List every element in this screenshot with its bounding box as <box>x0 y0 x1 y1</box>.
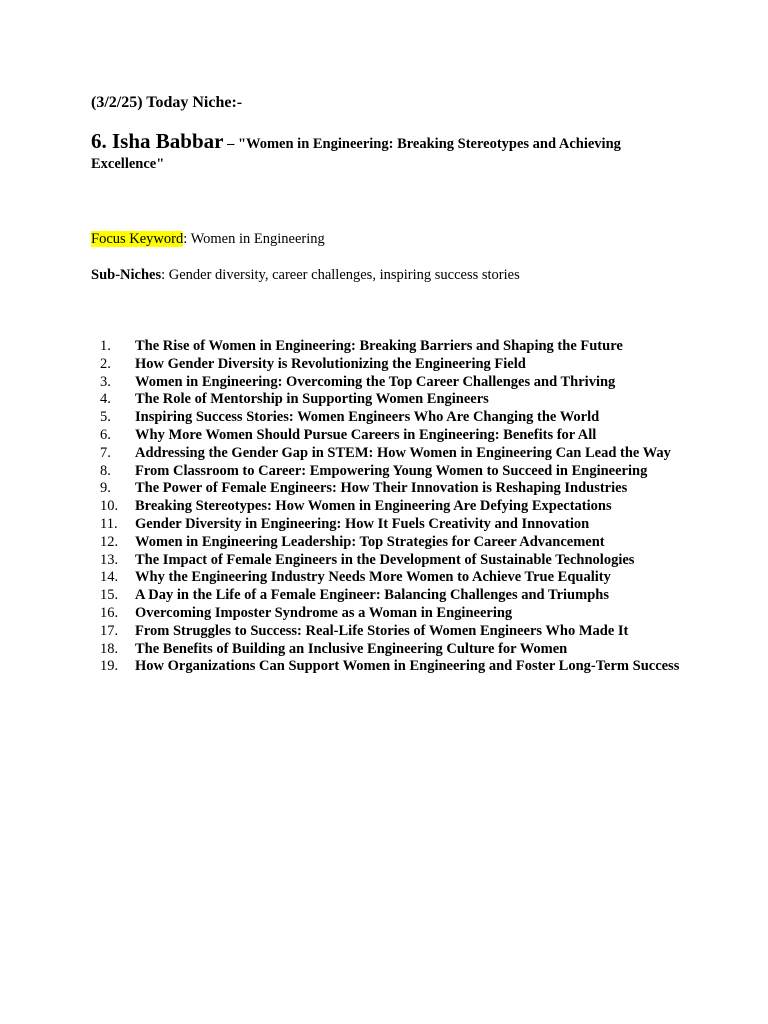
list-item-text: Gender Diversity in Engineering: How It Fuels Creativity and Innovation <box>135 515 590 532</box>
list-item-number: 6. <box>100 426 111 443</box>
list-item-text: Inspiring Success Stories: Women Engineers Who Are Changing the World <box>135 409 600 426</box>
list-item-number-cell <box>91 356 135 374</box>
focus-keyword-line <box>91 230 325 248</box>
list-item-number: 3. <box>100 373 111 390</box>
list-item <box>91 534 691 552</box>
list-item-number-cell <box>91 391 135 409</box>
list-item-number: 9. <box>100 480 111 497</box>
sub-niches-line <box>91 266 520 284</box>
topic-list <box>91 338 691 676</box>
list-item-number-cell <box>91 480 135 498</box>
list-item-text: Addressing the Gender Gap in STEM: How Women in Engineering Can Lead the Way <box>135 444 671 461</box>
list-item-text: The Rise of Women in Engineering: Breaking Barriers and Shaping the Future <box>135 338 623 354</box>
list-item-number: 5. <box>100 409 111 426</box>
list-item-number-cell <box>91 552 135 570</box>
list-item-number-cell <box>91 587 135 605</box>
list-item-number: 19. <box>100 658 119 675</box>
list-item <box>91 516 691 534</box>
list-item-number-cell <box>91 427 135 445</box>
list-item <box>91 641 691 659</box>
list-item <box>91 427 691 445</box>
list-item-number-cell <box>91 623 135 641</box>
list-item-number: 17. <box>100 622 119 639</box>
list-item-number: 2. <box>100 355 111 372</box>
list-item-number: 15. <box>100 587 119 604</box>
list-item-number-cell <box>91 534 135 552</box>
list-item-number-cell <box>91 569 135 587</box>
list-item-number: 14. <box>100 569 119 586</box>
list-item-number-cell <box>91 516 135 534</box>
list-item-number-cell <box>91 498 135 516</box>
list-item <box>91 374 691 392</box>
list-item-number-cell <box>91 409 135 427</box>
list-item-text: The Benefits of Building an Inclusive Engineering Culture for Women <box>135 640 568 657</box>
list-item <box>91 445 691 463</box>
list-item-text: How Gender Diversity is Revolutionizing the Engineering Field <box>135 355 526 372</box>
list-item <box>91 391 691 409</box>
list-item-number: 10. <box>100 498 119 515</box>
list-item-text: Breaking Stereotypes: How Women in Engineering Are Defying Expectations <box>135 498 612 515</box>
list-item <box>91 605 691 623</box>
list-item-text: The Role of Mentorship in Supporting Women Engineers <box>135 391 489 408</box>
list-item-number-cell <box>91 605 135 623</box>
list-item-number-cell <box>91 641 135 659</box>
list-item <box>91 569 691 587</box>
list-item-text: From Classroom to Career: Empowering Young Women to Succeed in Engineering <box>135 462 648 479</box>
list-item-number: 18. <box>100 640 119 657</box>
list-item-number: 8. <box>100 462 111 479</box>
list-item-number-cell <box>91 338 135 356</box>
list-item-text: Why the Engineering Industry Needs More Women to Achieve True Equality <box>135 569 611 586</box>
list-item-text: Women in Engineering Leadership: Top Strategies for Career Advancement <box>135 533 605 550</box>
list-item-number: 12. <box>100 533 119 550</box>
list-item-text: Overcoming Imposter Syndrome as a Woman in Engineering <box>135 604 513 621</box>
sub-niches-value: : Gender diversity, career challenges, inspiring success stories <box>161 267 520 283</box>
list-item <box>91 409 691 427</box>
list-item-text: A Day in the Life of a Female Engineer: Balancing Challenges and Triumphs <box>135 587 609 604</box>
focus-keyword-value: : Women in Engineering <box>183 231 325 247</box>
list-item-number-cell <box>91 463 135 481</box>
list-item-number-cell <box>91 374 135 392</box>
list-item-text: Why More Women Should Pursue Careers in Engineering: Benefits for All <box>135 426 597 443</box>
list-item-number: 4. <box>100 391 111 408</box>
list-item-number: 11. <box>100 515 118 532</box>
list-item-number: 13. <box>100 551 119 568</box>
date-heading: (3/2/25) Today Niche:- <box>91 94 243 111</box>
list-item-number-cell <box>91 445 135 463</box>
list-item <box>91 623 691 641</box>
list-item <box>91 356 691 374</box>
list-item-text: The Impact of Female Engineers in the Development of Sustainable Technologies <box>135 551 635 568</box>
list-item-number: 16. <box>100 604 119 621</box>
niche-title <box>91 131 681 174</box>
list-item <box>91 587 691 605</box>
list-item-text: From Struggles to Success: Real-Life Stories of Women Engineers Who Made It <box>135 622 629 639</box>
list-item-number: 7. <box>100 444 111 461</box>
list-item <box>91 480 691 498</box>
list-item <box>91 552 691 570</box>
title-name: 6. Isha Babbar <box>91 129 224 153</box>
list-item-text: The Power of Female Engineers: How Their Innovation is Reshaping Industries <box>135 480 628 497</box>
list-item-number: 1. <box>100 338 111 354</box>
list-item-number-cell <box>91 658 135 676</box>
title-description: – "Women in Engineering: Breaking Stereotypes and Achieving Excellence" <box>91 136 621 172</box>
list-item <box>91 658 691 676</box>
list-item-text: Women in Engineering: Overcoming the Top Career Challenges and Thriving <box>135 373 616 390</box>
list-item <box>91 338 691 356</box>
focus-keyword-label: Focus Keyword <box>91 231 184 247</box>
list-item <box>91 463 691 481</box>
sub-niches-label: Sub-Niches <box>91 267 162 283</box>
list-item <box>91 498 691 516</box>
list-item-text: How Organizations Can Support Women in Engineering and Foster Long-Term Success <box>135 658 680 675</box>
